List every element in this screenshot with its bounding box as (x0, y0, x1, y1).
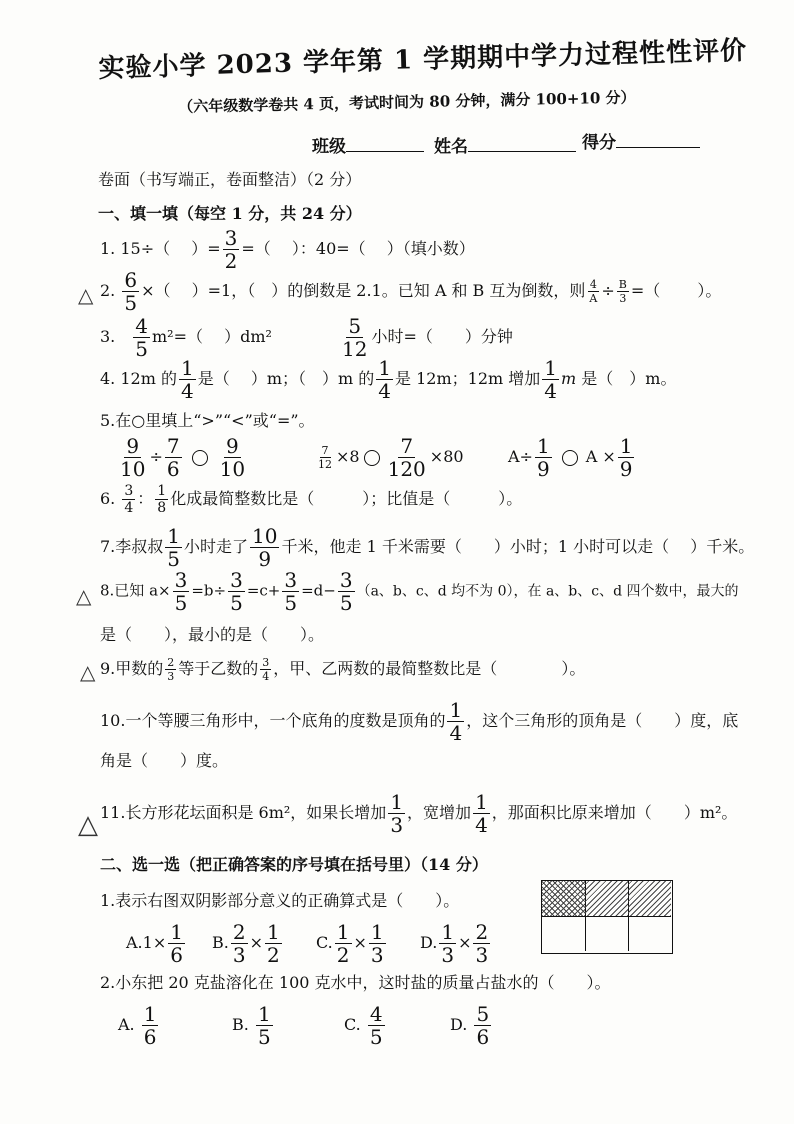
neatness-note: 卷面（书写端正，卷面整洁）（2 分） (98, 170, 362, 189)
question-10-line2: 角是（ ）度。 (100, 751, 229, 770)
triangle-mark-icon: △ (78, 283, 94, 307)
grid-cell-shaded (628, 881, 671, 917)
fraction: $\frac{7}{120}$ (387, 434, 426, 481)
fraction: $\frac{1}{4}$ (475, 790, 488, 837)
fraction: $\frac{3}{5}$ (339, 568, 353, 615)
class-field (312, 132, 424, 157)
grid-cell-double-shaded (542, 881, 586, 917)
shaded-grid-figure (541, 880, 673, 954)
triangle-mark-icon: △ (78, 810, 98, 840)
choice-question-2: 2.小东把 20 克盐溶化在 100 克水中，这时盐的质量占盐水的（ ）。 (100, 973, 611, 992)
compare-expr-2: $\frac{7}{12}$ ×8 $\frac{7}{120}$ ×80 (318, 434, 464, 481)
compare-expr-1: $\frac{9}{10}$ ÷ $\frac{7}{6}$ $\frac{9}{10}$ (120, 434, 246, 481)
grid-cell (585, 916, 629, 951)
option-b[interactable]: B. $\frac{2}{3}$ × $\frac{1}{2}$ (212, 920, 280, 967)
option-c[interactable]: C. $\frac{1}{2}$ × $\frac{1}{3}$ (316, 920, 384, 967)
question-8-line2: 是（ ），最小的是（ ）。 (100, 625, 325, 644)
name-blank[interactable] (468, 135, 576, 152)
fraction: $\frac{1}{6}$ (143, 1002, 157, 1049)
question-1: 1. 15÷（ ）= $\frac{3}{2}$ =（ ）：40=（ ）（填小数） (100, 226, 475, 273)
fraction: $\frac{1}{8}$ (157, 483, 167, 516)
exam-subtitle: （六年级数学卷共 4 页，考试时间为 80 分钟，满分 100+10 分） (178, 88, 636, 116)
option-a[interactable]: A. $\frac{1}{6}$ (118, 1002, 157, 1049)
question-9: 9.甲数的 $\frac{2}{3}$ 等于乙数的 $\frac{3}{4}$ ，甲、乙两数的最简整数比是（ ）。 (100, 656, 586, 683)
question-6: 6. $\frac{3}{4}$ ： $\frac{1}{8}$ 化成最简整数比是（ ）；比值是（ ）。 (100, 483, 523, 516)
fraction: $\frac{3}{5}$ (230, 568, 243, 615)
fraction: $\frac{1}{3}$ (390, 790, 404, 837)
grid-cell-shaded (585, 881, 629, 917)
fraction: $\frac{1}{4}$ (544, 356, 557, 403)
compare-circle[interactable] (562, 450, 578, 466)
fraction: $\frac{3}{5}$ (284, 568, 298, 615)
compare-circle[interactable] (192, 450, 208, 466)
fraction: $\frac{1}{4}$ (449, 698, 463, 745)
question-5: 5.在○里填上“>”“<”或“=”。 (100, 411, 315, 430)
section2-heading: 二、选一选（把正确答案的序号填在括号里）（14 分） (100, 855, 488, 874)
fraction: $\frac{4}{A}$ (589, 278, 598, 305)
fraction: $\frac{6}{5}$ (124, 268, 138, 315)
triangle-mark-icon: △ (76, 584, 92, 608)
fraction: $\frac{7}{6}$ (166, 434, 180, 481)
option-a[interactable]: A.1× $\frac{1}{6}$ (126, 920, 183, 967)
score-label: 得分 (582, 133, 616, 153)
question-3-part2: $\frac{5}{12}$ 小时=（ ）分钟 (342, 314, 513, 361)
fraction: $\frac{2}{3}$ (167, 656, 175, 683)
fraction: $\frac{10}{9}$ (252, 524, 278, 571)
fraction: $\frac{3}{5}$ (174, 568, 188, 615)
fraction: $\frac{9}{10}$ (120, 434, 146, 481)
fraction: $\frac{2}{3}$ (475, 920, 489, 967)
exam-title: 实验小学 2023 学年第 1 学期期中学力过程性性评价 (98, 35, 748, 84)
fraction: $\frac{4}{5}$ (135, 314, 148, 361)
fraction: $\frac{3}{2}$ (224, 226, 238, 273)
score-blank[interactable] (616, 131, 700, 148)
option-c[interactable]: C. $\frac{4}{5}$ (344, 1002, 383, 1049)
fraction: $\frac{1}{2}$ (266, 920, 280, 967)
section1-heading: 一、填一填（每空 1 分，共 24 分） (98, 204, 362, 223)
fraction: $\frac{3}{4}$ (262, 656, 270, 683)
fraction: $\frac{5}{6}$ (476, 1002, 490, 1049)
option-b[interactable]: B. $\frac{1}{5}$ (232, 1002, 271, 1049)
score-field (582, 128, 700, 153)
fraction: $\frac{1}{9}$ (536, 434, 550, 481)
fraction: $\frac{1}{2}$ (336, 920, 350, 967)
grid-cell (542, 916, 586, 951)
fraction: $\frac{7}{12}$ (318, 444, 332, 471)
fraction: $\frac{5}{12}$ (342, 314, 368, 361)
fraction: $\frac{1}{6}$ (170, 920, 183, 967)
fraction: $\frac{2}{3}$ (232, 920, 246, 967)
choice-question-1: 1.表示右图双阴影部分意义的正确算式是（ ）。 (100, 891, 460, 910)
fraction: $\frac{3}{4}$ (124, 483, 134, 516)
question-2: 2. $\frac{6}{5}$ ×（ ）=1，（ ）的倒数是 2.1。已知 A 和 B 互为倒数，则 $\frac{4}{A}$ ÷ $\frac{B}{3}$ =（ ）。 (100, 268, 722, 315)
class-blank[interactable] (346, 135, 424, 152)
question-11: 11.长方形花坛面积是 6m²，如果长增加 $\frac{1}{3}$ ，宽增加 $\frac{1}{4}$ ，那面积比原来增加（ ）m²。 (100, 790, 738, 837)
fraction: $\frac{1}{3}$ (370, 920, 384, 967)
question-8: 8.已知 a× $\frac{3}{5}$ =b÷ $\frac{3}{5}$ =c+ $\frac{3}{5}$ =d− $\frac{3}{5}$ （a、b、c、d 均不为 0），在 a、b、c、d 四个数中，最大的 (100, 568, 739, 615)
fraction: $\frac{9}{10}$ (219, 434, 246, 481)
fraction: $\frac{1}{9}$ (619, 434, 633, 481)
fraction: $\frac{1}{4}$ (378, 356, 392, 403)
fraction: $\frac{B}{3}$ (618, 278, 627, 305)
name-label: 姓名 (434, 137, 468, 157)
question-3: 3. $\frac{4}{5}$ m²=（ ）dm² (100, 314, 272, 361)
grid-cell (628, 916, 671, 951)
question-7: 7.李叔叔 $\frac{1}{5}$ 小时走了 $\frac{10}{9}$ 千米，他走 1 千米需要（ ）小时；1 小时可以走（ ）千米。 (100, 524, 755, 571)
fraction: $\frac{1}{5}$ (257, 1002, 271, 1049)
option-d[interactable]: D. $\frac{5}{6}$ (450, 1002, 490, 1049)
option-d[interactable]: D. $\frac{1}{3}$ × $\frac{2}{3}$ (420, 920, 489, 967)
compare-expr-3: A÷ $\frac{1}{9}$ A × $\frac{1}{9}$ (508, 434, 633, 481)
question-10: 10.一个等腰三角形中，一个底角的度数是顶角的 $\frac{1}{4}$ ，这个三角形的顶角是（ ）度，底 (100, 698, 739, 745)
class-label: 班级 (312, 137, 346, 157)
name-field (434, 132, 576, 157)
compare-circle[interactable] (364, 450, 380, 466)
question-4: 4. 12m 的 $\frac{1}{4}$ 是（ ）m；（ ）m 的 $\frac{1}{4}$ 是 12m；12m 增加 $\frac{1}{4}$ m 是（ ）m。 (100, 356, 677, 403)
triangle-mark-icon: △ (80, 660, 96, 684)
fraction: $\frac{1}{4}$ (180, 356, 194, 403)
fraction: $\frac{4}{5}$ (369, 1002, 383, 1049)
fraction: $\frac{1}{3}$ (441, 920, 455, 967)
fraction: $\frac{1}{5}$ (167, 524, 181, 571)
